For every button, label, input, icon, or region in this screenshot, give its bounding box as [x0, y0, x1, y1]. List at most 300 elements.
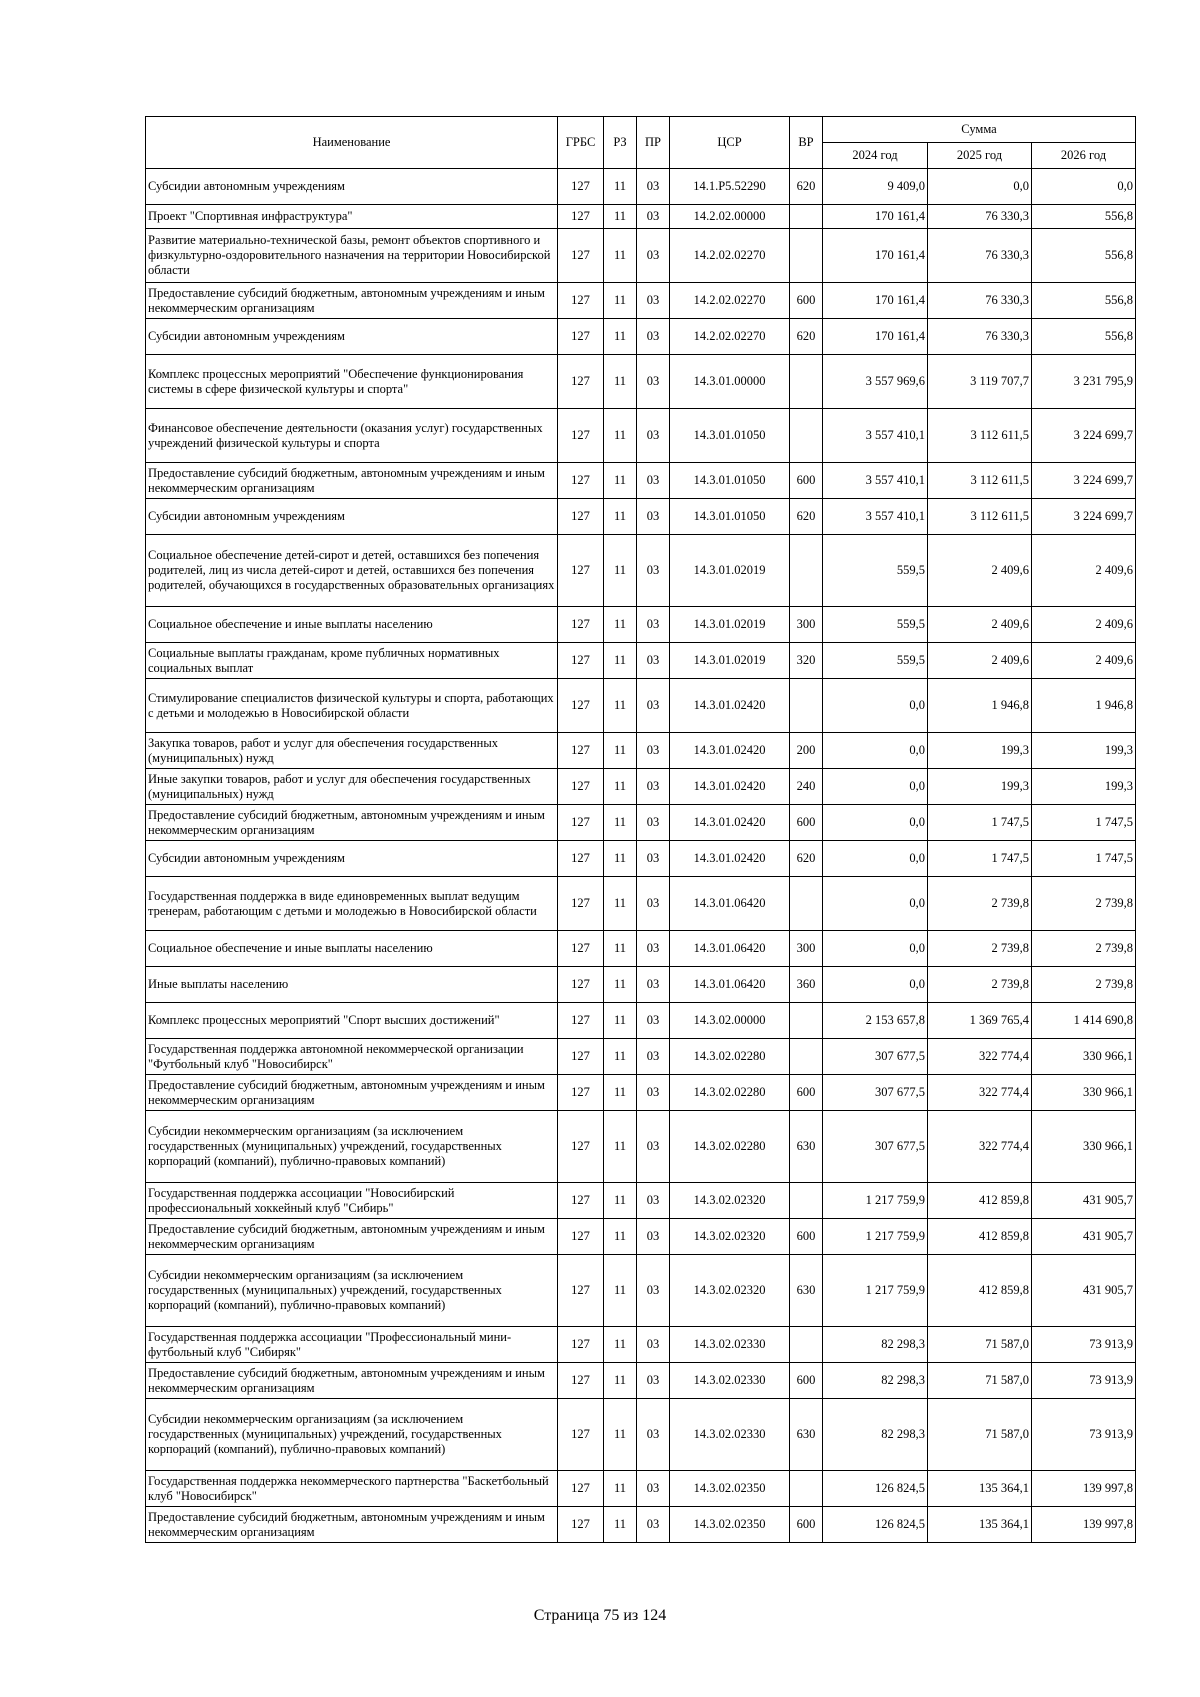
table-row	[146, 1255, 1136, 1327]
row-grbs: 127	[558, 967, 604, 1003]
row-name: Закупка товаров, работ и услуг для обеспечения государственных (муниципальных) нужд	[146, 733, 558, 769]
row-sum-2025: 3 119 707,7	[928, 355, 1032, 409]
row-vr: 300	[790, 931, 823, 967]
row-rz: 11	[604, 1471, 637, 1507]
row-vr: 630	[790, 1399, 823, 1471]
header-year-2025: 2025 год	[928, 143, 1032, 169]
row-rz: 11	[604, 607, 637, 643]
row-sum-2024: 1 217 759,9	[823, 1219, 928, 1255]
row-grbs: 127	[558, 679, 604, 733]
header-sum: Сумма	[823, 117, 1136, 143]
row-csr: 14.3.01.02420	[670, 805, 790, 841]
row-name: Финансовое обеспечение деятельности (оказания услуг) государственных учреждений физической культуры и спорта	[146, 409, 558, 463]
row-sum-2025: 2 739,8	[928, 967, 1032, 1003]
row-vr: 600	[790, 1507, 823, 1543]
row-vr	[790, 1471, 823, 1507]
row-csr: 14.3.02.02330	[670, 1327, 790, 1363]
row-pr: 03	[637, 409, 670, 463]
row-sum-2025: 2 739,8	[928, 931, 1032, 967]
row-sum-2024: 82 298,3	[823, 1327, 928, 1363]
row-sum-2026: 0,0	[1032, 169, 1136, 205]
row-pr: 03	[637, 679, 670, 733]
row-sum-2025: 71 587,0	[928, 1399, 1032, 1471]
table-row	[146, 535, 1136, 607]
row-sum-2025: 1 369 765,4	[928, 1003, 1032, 1039]
row-sum-2025: 2 409,6	[928, 607, 1032, 643]
row-pr: 03	[637, 841, 670, 877]
row-sum-2024: 0,0	[823, 769, 928, 805]
row-csr: 14.3.02.02280	[670, 1075, 790, 1111]
row-vr: 600	[790, 1363, 823, 1399]
row-vr: 600	[790, 1219, 823, 1255]
row-sum-2024: 559,5	[823, 535, 928, 607]
row-name: Государственная поддержка автономной некоммерческой организации "Футбольный клуб "Новосибирск"	[146, 1039, 558, 1075]
row-rz: 11	[604, 229, 637, 283]
row-pr: 03	[637, 1399, 670, 1471]
row-rz: 11	[604, 1183, 637, 1219]
row-sum-2026: 431 905,7	[1032, 1219, 1136, 1255]
row-sum-2026: 330 966,1	[1032, 1075, 1136, 1111]
row-pr: 03	[637, 931, 670, 967]
row-name: Государственная поддержка в виде единовременных выплат ведущим тренерам, работающим с детьми и молодежью в Новосибирской области	[146, 877, 558, 931]
row-rz: 11	[604, 1363, 637, 1399]
table-row	[146, 1039, 1136, 1075]
row-sum-2024: 307 677,5	[823, 1039, 928, 1075]
row-grbs: 127	[558, 499, 604, 535]
row-pr: 03	[637, 229, 670, 283]
row-rz: 11	[604, 733, 637, 769]
row-csr: 14.1.Р5.52290	[670, 169, 790, 205]
row-grbs: 127	[558, 805, 604, 841]
row-sum-2026: 556,8	[1032, 229, 1136, 283]
row-sum-2026: 73 913,9	[1032, 1327, 1136, 1363]
row-grbs: 127	[558, 1255, 604, 1327]
table-row	[146, 1003, 1136, 1039]
row-sum-2024: 0,0	[823, 679, 928, 733]
row-rz: 11	[604, 1507, 637, 1543]
row-csr: 14.3.01.02420	[670, 769, 790, 805]
row-vr: 620	[790, 499, 823, 535]
row-sum-2026: 73 913,9	[1032, 1399, 1136, 1471]
row-sum-2026: 73 913,9	[1032, 1363, 1136, 1399]
row-sum-2024: 0,0	[823, 877, 928, 931]
row-name: Субсидии автономным учреждениям	[146, 319, 558, 355]
row-sum-2025: 322 774,4	[928, 1075, 1032, 1111]
table-row	[146, 931, 1136, 967]
row-pr: 03	[637, 1039, 670, 1075]
row-vr	[790, 409, 823, 463]
row-sum-2025: 76 330,3	[928, 319, 1032, 355]
row-sum-2024: 0,0	[823, 841, 928, 877]
row-grbs: 127	[558, 643, 604, 679]
row-sum-2024: 3 557 410,1	[823, 463, 928, 499]
table-row	[146, 169, 1136, 205]
row-rz: 11	[604, 877, 637, 931]
row-csr: 14.3.02.02350	[670, 1507, 790, 1543]
row-vr	[790, 355, 823, 409]
row-sum-2026: 431 905,7	[1032, 1255, 1136, 1327]
row-csr: 14.3.02.02280	[670, 1039, 790, 1075]
table-row	[146, 769, 1136, 805]
row-sum-2025: 199,3	[928, 769, 1032, 805]
row-name: Субсидии автономным учреждениям	[146, 841, 558, 877]
row-csr: 14.3.01.01050	[670, 463, 790, 499]
row-grbs: 127	[558, 1003, 604, 1039]
row-vr: 320	[790, 643, 823, 679]
row-sum-2026: 330 966,1	[1032, 1039, 1136, 1075]
row-sum-2025: 135 364,1	[928, 1471, 1032, 1507]
row-sum-2024: 1 217 759,9	[823, 1183, 928, 1219]
row-grbs: 127	[558, 319, 604, 355]
row-csr: 14.2.02.02270	[670, 283, 790, 319]
row-vr: 620	[790, 841, 823, 877]
page-number: Страница 75 из 124	[533, 1607, 667, 1624]
row-rz: 11	[604, 769, 637, 805]
row-pr: 03	[637, 877, 670, 931]
row-vr: 630	[790, 1111, 823, 1183]
row-sum-2025: 199,3	[928, 733, 1032, 769]
row-sum-2026: 2 739,8	[1032, 931, 1136, 967]
row-sum-2025: 3 112 611,5	[928, 409, 1032, 463]
row-name: Предоставление субсидий бюджетным, автономным учреждениям и иным некоммерческим организациям	[146, 1363, 558, 1399]
table-row	[146, 679, 1136, 733]
row-pr: 03	[637, 1183, 670, 1219]
header-rz: РЗ	[604, 117, 637, 169]
row-pr: 03	[637, 1111, 670, 1183]
row-name: Предоставление субсидий бюджетным, автономным учреждениям и иным некоммерческим организациям	[146, 283, 558, 319]
row-sum-2024: 170 161,4	[823, 319, 928, 355]
row-grbs: 127	[558, 733, 604, 769]
row-rz: 11	[604, 679, 637, 733]
row-pr: 03	[637, 1003, 670, 1039]
row-vr: 630	[790, 1255, 823, 1327]
row-pr: 03	[637, 805, 670, 841]
row-sum-2024: 0,0	[823, 733, 928, 769]
row-sum-2024: 559,5	[823, 643, 928, 679]
table-body	[146, 169, 1136, 1543]
table-row	[146, 1111, 1136, 1183]
row-sum-2026: 3 224 699,7	[1032, 409, 1136, 463]
row-rz: 11	[604, 169, 637, 205]
row-grbs: 127	[558, 769, 604, 805]
row-rz: 11	[604, 205, 637, 229]
row-sum-2026: 556,8	[1032, 205, 1136, 229]
row-sum-2026: 199,3	[1032, 769, 1136, 805]
row-sum-2024: 559,5	[823, 607, 928, 643]
row-sum-2024: 0,0	[823, 805, 928, 841]
row-grbs: 127	[558, 1507, 604, 1543]
row-sum-2024: 82 298,3	[823, 1363, 928, 1399]
table-row	[146, 1399, 1136, 1471]
row-name: Комплекс процессных мероприятий "Обеспечение функционирования системы в сфере физической культуры и спорта"	[146, 355, 558, 409]
row-sum-2024: 1 217 759,9	[823, 1255, 928, 1327]
header-vr: ВР	[790, 117, 823, 169]
table-row	[146, 1219, 1136, 1255]
header-csr: ЦСР	[670, 117, 790, 169]
row-sum-2025: 1 747,5	[928, 805, 1032, 841]
row-sum-2026: 3 231 795,9	[1032, 355, 1136, 409]
row-sum-2025: 322 774,4	[928, 1111, 1032, 1183]
row-pr: 03	[637, 607, 670, 643]
table-row	[146, 205, 1136, 229]
row-grbs: 127	[558, 283, 604, 319]
row-rz: 11	[604, 1219, 637, 1255]
table-row	[146, 499, 1136, 535]
row-rz: 11	[604, 499, 637, 535]
table-row	[146, 841, 1136, 877]
row-name: Субсидии автономным учреждениям	[146, 169, 558, 205]
row-vr: 620	[790, 319, 823, 355]
row-rz: 11	[604, 283, 637, 319]
row-grbs: 127	[558, 1327, 604, 1363]
row-csr: 14.3.02.02320	[670, 1183, 790, 1219]
row-vr: 360	[790, 967, 823, 1003]
row-pr: 03	[637, 1471, 670, 1507]
row-sum-2024: 3 557 969,6	[823, 355, 928, 409]
table-row	[146, 1075, 1136, 1111]
row-pr: 03	[637, 1219, 670, 1255]
row-sum-2026: 139 997,8	[1032, 1471, 1136, 1507]
row-rz: 11	[604, 931, 637, 967]
row-grbs: 127	[558, 535, 604, 607]
row-sum-2025: 76 330,3	[928, 229, 1032, 283]
row-csr: 14.3.01.02019	[670, 607, 790, 643]
row-sum-2026: 431 905,7	[1032, 1183, 1136, 1219]
table-row	[146, 319, 1136, 355]
row-sum-2026: 2 739,8	[1032, 967, 1136, 1003]
row-sum-2025: 322 774,4	[928, 1039, 1032, 1075]
row-sum-2025: 3 112 611,5	[928, 499, 1032, 535]
row-pr: 03	[637, 643, 670, 679]
row-csr: 14.3.01.01050	[670, 499, 790, 535]
row-sum-2024: 307 677,5	[823, 1075, 928, 1111]
table-row	[146, 1507, 1136, 1543]
row-rz: 11	[604, 1327, 637, 1363]
row-grbs: 127	[558, 607, 604, 643]
row-rz: 11	[604, 535, 637, 607]
row-rz: 11	[604, 1039, 637, 1075]
row-name: Социальное обеспечение детей-сирот и детей, оставшихся без попечения родителей, лиц из числа детей-сирот и детей, оставшихся без попечения родителей, обучающихся в государственных образовательных организациях	[146, 535, 558, 607]
row-sum-2025: 2 409,6	[928, 535, 1032, 607]
row-grbs: 127	[558, 1219, 604, 1255]
row-grbs: 127	[558, 229, 604, 283]
row-rz: 11	[604, 1399, 637, 1471]
table-row	[146, 733, 1136, 769]
row-pr: 03	[637, 535, 670, 607]
row-csr: 14.3.01.02019	[670, 535, 790, 607]
row-pr: 03	[637, 769, 670, 805]
row-sum-2024: 307 677,5	[823, 1111, 928, 1183]
row-pr: 03	[637, 169, 670, 205]
row-sum-2025: 2 409,6	[928, 643, 1032, 679]
row-sum-2026: 2 409,6	[1032, 607, 1136, 643]
row-sum-2024: 170 161,4	[823, 205, 928, 229]
row-rz: 11	[604, 1075, 637, 1111]
row-grbs: 127	[558, 205, 604, 229]
row-csr: 14.3.02.02350	[670, 1471, 790, 1507]
row-name: Предоставление субсидий бюджетным, автономным учреждениям и иным некоммерческим организациям	[146, 463, 558, 499]
row-csr: 14.3.02.02330	[670, 1399, 790, 1471]
row-vr	[790, 1327, 823, 1363]
row-csr: 14.3.01.02420	[670, 679, 790, 733]
row-vr: 600	[790, 805, 823, 841]
row-sum-2026: 199,3	[1032, 733, 1136, 769]
row-pr: 03	[637, 319, 670, 355]
row-name: Государственная поддержка ассоциации "Профессиональный мини-футбольный клуб "Сибиряк"	[146, 1327, 558, 1363]
table-row	[146, 409, 1136, 463]
row-sum-2024: 170 161,4	[823, 283, 928, 319]
row-sum-2024: 170 161,4	[823, 229, 928, 283]
row-rz: 11	[604, 1255, 637, 1327]
row-csr: 14.3.02.02330	[670, 1363, 790, 1399]
row-sum-2026: 3 224 699,7	[1032, 499, 1136, 535]
row-name: Проект "Спортивная инфраструктура"	[146, 205, 558, 229]
row-grbs: 127	[558, 1039, 604, 1075]
row-vr	[790, 1183, 823, 1219]
row-sum-2025: 71 587,0	[928, 1363, 1032, 1399]
budget-table	[145, 116, 1136, 1543]
row-sum-2024: 126 824,5	[823, 1471, 928, 1507]
row-vr	[790, 229, 823, 283]
row-sum-2026: 139 997,8	[1032, 1507, 1136, 1543]
row-rz: 11	[604, 409, 637, 463]
row-csr: 14.3.01.01050	[670, 409, 790, 463]
header-grbs: ГРБС	[558, 117, 604, 169]
row-pr: 03	[637, 1327, 670, 1363]
row-csr: 14.3.01.06420	[670, 877, 790, 931]
row-csr: 14.3.01.06420	[670, 967, 790, 1003]
row-sum-2025: 412 859,8	[928, 1219, 1032, 1255]
row-vr	[790, 205, 823, 229]
row-name: Стимулирование специалистов физической культуры и спорта, работающих с детьми и молодежью в Новосибирской области	[146, 679, 558, 733]
row-name: Развитие материально-технической базы, ремонт объектов спортивного и физкультурно-оздоровительного назначения на территории Новосибирской области	[146, 229, 558, 283]
row-sum-2026: 2 409,6	[1032, 535, 1136, 607]
row-sum-2025: 3 112 611,5	[928, 463, 1032, 499]
row-pr: 03	[637, 1507, 670, 1543]
row-rz: 11	[604, 643, 637, 679]
row-sum-2025: 76 330,3	[928, 205, 1032, 229]
row-grbs: 127	[558, 877, 604, 931]
row-sum-2024: 9 409,0	[823, 169, 928, 205]
row-csr: 14.3.01.02420	[670, 841, 790, 877]
row-grbs: 127	[558, 1183, 604, 1219]
row-name: Предоставление субсидий бюджетным, автономным учреждениям и иным некоммерческим организациям	[146, 1219, 558, 1255]
row-name: Иные закупки товаров, работ и услуг для обеспечения государственных (муниципальных) нужд	[146, 769, 558, 805]
row-rz: 11	[604, 1111, 637, 1183]
row-grbs: 127	[558, 1471, 604, 1507]
header-name: Наименование	[146, 117, 558, 169]
row-name: Субсидии некоммерческим организациям (за исключением государственных (муниципальных) учреждений, государственных корпораций (компаний), публично-правовых компаний)	[146, 1111, 558, 1183]
row-sum-2025: 412 859,8	[928, 1183, 1032, 1219]
row-name: Субсидии некоммерческим организациям (за исключением государственных (муниципальных) учреждений, государственных корпораций (компаний), публично-правовых компаний)	[146, 1255, 558, 1327]
row-rz: 11	[604, 967, 637, 1003]
row-sum-2025: 412 859,8	[928, 1255, 1032, 1327]
row-name: Государственная поддержка ассоциации "Новосибирский профессиональный хоккейный клуб "Сибирь"	[146, 1183, 558, 1219]
table-row	[146, 1327, 1136, 1363]
row-name: Предоставление субсидий бюджетным, автономным учреждениям и иным некоммерческим организациям	[146, 1075, 558, 1111]
row-grbs: 127	[558, 1363, 604, 1399]
row-sum-2026: 1 946,8	[1032, 679, 1136, 733]
row-name: Иные выплаты населению	[146, 967, 558, 1003]
row-name: Социальное обеспечение и иные выплаты населению	[146, 607, 558, 643]
row-sum-2024: 126 824,5	[823, 1507, 928, 1543]
row-sum-2024: 0,0	[823, 967, 928, 1003]
row-name: Субсидии автономным учреждениям	[146, 499, 558, 535]
row-sum-2025: 1 747,5	[928, 841, 1032, 877]
row-csr: 14.3.02.02320	[670, 1219, 790, 1255]
row-grbs: 127	[558, 1075, 604, 1111]
row-pr: 03	[637, 1255, 670, 1327]
row-sum-2024: 82 298,3	[823, 1399, 928, 1471]
row-vr	[790, 679, 823, 733]
row-vr: 600	[790, 463, 823, 499]
row-grbs: 127	[558, 169, 604, 205]
row-sum-2025: 0,0	[928, 169, 1032, 205]
row-sum-2026: 556,8	[1032, 283, 1136, 319]
row-rz: 11	[604, 319, 637, 355]
row-csr: 14.3.02.02320	[670, 1255, 790, 1327]
row-csr: 14.2.02.02270	[670, 319, 790, 355]
row-vr: 200	[790, 733, 823, 769]
row-csr: 14.3.01.00000	[670, 355, 790, 409]
row-sum-2024: 2 153 657,8	[823, 1003, 928, 1039]
row-csr: 14.3.01.02019	[670, 643, 790, 679]
row-csr: 14.3.01.02420	[670, 733, 790, 769]
row-rz: 11	[604, 1003, 637, 1039]
row-vr: 620	[790, 169, 823, 205]
table-row	[146, 607, 1136, 643]
table-row	[146, 643, 1136, 679]
row-rz: 11	[604, 355, 637, 409]
row-csr: 14.3.01.06420	[670, 931, 790, 967]
row-grbs: 127	[558, 1399, 604, 1471]
row-sum-2025: 76 330,3	[928, 283, 1032, 319]
row-vr: 600	[790, 283, 823, 319]
row-sum-2026: 330 966,1	[1032, 1111, 1136, 1183]
table-row	[146, 283, 1136, 319]
row-sum-2025: 2 739,8	[928, 877, 1032, 931]
row-rz: 11	[604, 805, 637, 841]
row-vr	[790, 535, 823, 607]
row-sum-2026: 1 747,5	[1032, 841, 1136, 877]
row-csr: 14.2.02.00000	[670, 205, 790, 229]
row-grbs: 127	[558, 409, 604, 463]
row-name: Социальные выплаты гражданам, кроме публичных нормативных социальных выплат	[146, 643, 558, 679]
row-rz: 11	[604, 463, 637, 499]
row-rz: 11	[604, 841, 637, 877]
table-row	[146, 877, 1136, 931]
table-row	[146, 1183, 1136, 1219]
row-vr: 240	[790, 769, 823, 805]
row-sum-2026: 1 414 690,8	[1032, 1003, 1136, 1039]
table-row	[146, 463, 1136, 499]
row-pr: 03	[637, 283, 670, 319]
row-grbs: 127	[558, 841, 604, 877]
row-pr: 03	[637, 733, 670, 769]
row-grbs: 127	[558, 463, 604, 499]
row-sum-2024: 0,0	[823, 931, 928, 967]
table-row	[146, 1363, 1136, 1399]
table-row	[146, 1471, 1136, 1507]
row-pr: 03	[637, 1363, 670, 1399]
row-sum-2026: 3 224 699,7	[1032, 463, 1136, 499]
row-grbs: 127	[558, 931, 604, 967]
row-csr: 14.3.02.00000	[670, 1003, 790, 1039]
row-sum-2024: 3 557 410,1	[823, 499, 928, 535]
row-pr: 03	[637, 499, 670, 535]
row-vr	[790, 1039, 823, 1075]
row-vr	[790, 877, 823, 931]
